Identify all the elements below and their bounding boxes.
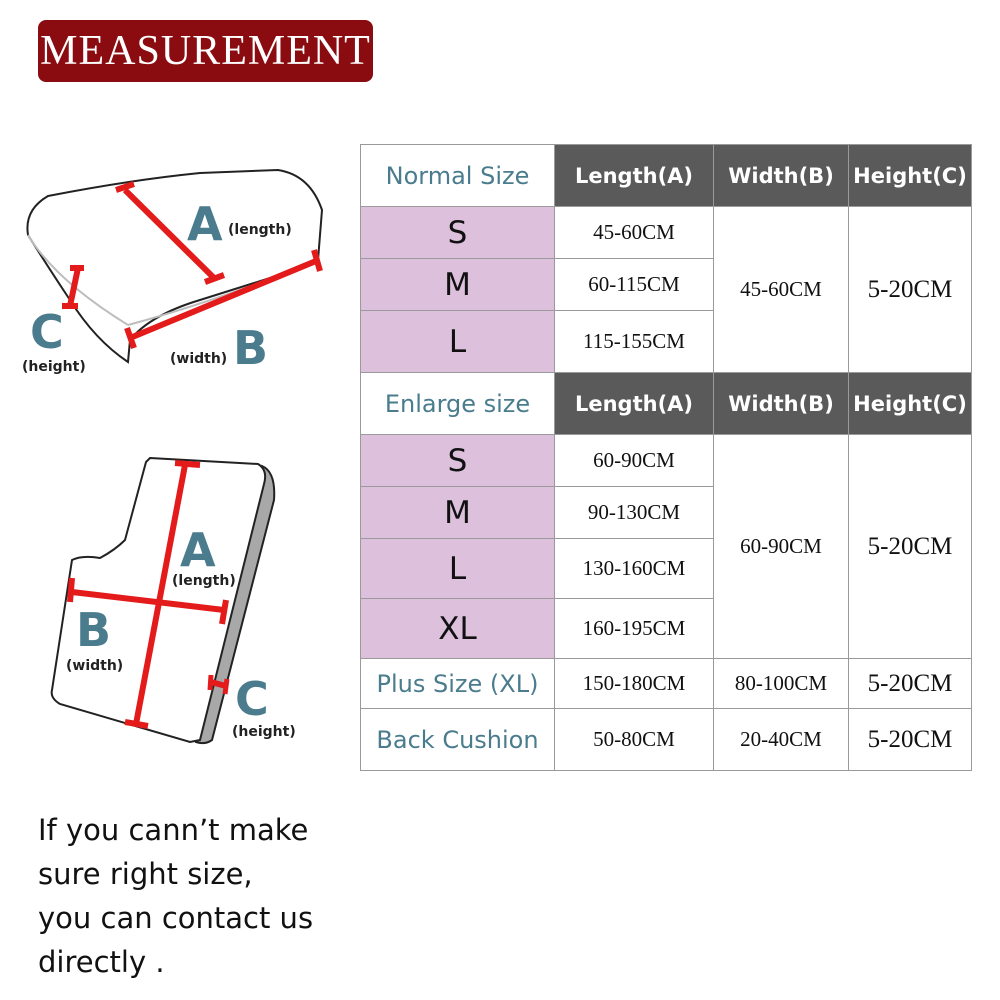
length-cell: 50-80CM: [555, 709, 714, 771]
table-row: [361, 435, 972, 487]
length-cell: 150-180CM: [555, 659, 714, 709]
length-cell: 90-130CM: [555, 487, 714, 539]
plus-size-row: [361, 659, 972, 709]
back-cushion-diagram: [52, 458, 296, 743]
length-cell: 60-115CM: [555, 259, 714, 311]
note-line: If you cann’t make: [38, 813, 309, 847]
size-cell: M: [361, 259, 555, 311]
header-height: Height(C): [849, 373, 972, 435]
length-cell: 45-60CM: [555, 207, 714, 259]
back-a-word: (length): [172, 573, 236, 589]
back-b-letter: B: [76, 603, 112, 657]
back-a-letter: A: [180, 523, 216, 577]
size-cell: S: [361, 207, 555, 259]
size-cell: M: [361, 487, 555, 539]
note-line: sure right size,: [38, 857, 253, 891]
length-cell: 115-155CM: [555, 311, 714, 373]
back-c-word: (height): [232, 724, 296, 740]
cushion-b-word: (width): [170, 351, 228, 367]
contact-note: [38, 808, 358, 984]
size-cell: S: [361, 435, 555, 487]
header-width: Width(B): [714, 373, 849, 435]
seat-cushion-diagram: [22, 170, 322, 375]
enlarge-size-label: Enlarge size: [361, 373, 555, 435]
normal-height-cell: 5-20CM: [849, 207, 972, 373]
width-cell: 20-40CM: [714, 709, 849, 771]
note-line: directly .: [38, 945, 165, 979]
enlarge-header-row: [361, 373, 972, 435]
header-length: Length(A): [555, 373, 714, 435]
cushion-b-letter: B: [233, 321, 269, 375]
height-cell: 5-20CM: [849, 709, 972, 771]
back-cushion-label: Back Cushion: [361, 709, 555, 771]
table-row: [361, 207, 972, 259]
enlarge-height-cell: 5-20CM: [849, 435, 972, 659]
normal-width-cell: 45-60CM: [714, 207, 849, 373]
cushion-c-letter: C: [30, 305, 64, 359]
cushion-a-word: (length): [228, 222, 292, 238]
header-height: Height(C): [849, 145, 972, 207]
cushion-a-letter: A: [187, 197, 223, 251]
length-cell: 160-195CM: [555, 599, 714, 659]
header-width: Width(B): [714, 145, 849, 207]
length-cell: 60-90CM: [555, 435, 714, 487]
size-cell: L: [361, 311, 555, 373]
normal-header-row: [361, 145, 972, 207]
normal-size-label: Normal Size: [361, 145, 555, 207]
header-length: Length(A): [555, 145, 714, 207]
enlarge-width-cell: 60-90CM: [714, 435, 849, 659]
size-cell: XL: [361, 599, 555, 659]
height-cell: 5-20CM: [849, 659, 972, 709]
length-cell: 130-160CM: [555, 539, 714, 599]
size-table: [360, 144, 972, 771]
plus-size-label: Plus Size (XL): [361, 659, 555, 709]
note-line: you can contact us: [38, 901, 314, 935]
back-cushion-row: [361, 709, 972, 771]
back-b-word: (width): [66, 658, 124, 674]
back-c-letter: C: [235, 672, 269, 726]
title-text: MEASUREMENT: [40, 28, 371, 74]
size-cell: L: [361, 539, 555, 599]
cushion-c-word: (height): [22, 359, 86, 375]
width-cell: 80-100CM: [714, 659, 849, 709]
